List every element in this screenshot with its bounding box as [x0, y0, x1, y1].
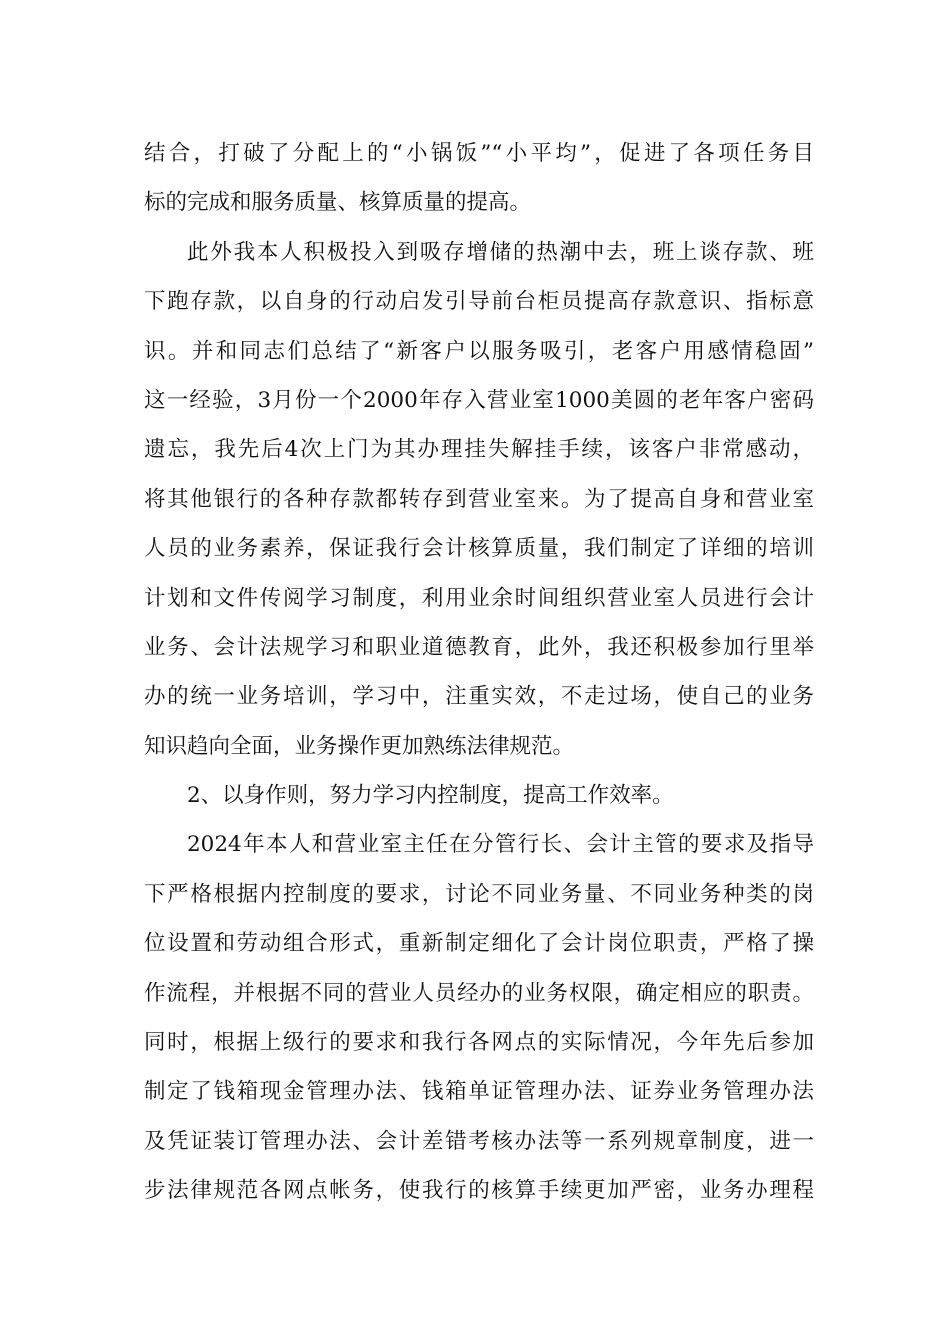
- paragraph-line: 此外我本人积极投入到吸存增储的热潮中去，班上谈存款、班: [187, 239, 814, 265]
- paragraph-line: 下严格根据内控制度的要求，讨论不同业务量、不同业务种类的岗: [144, 881, 814, 907]
- paragraph-line: 遗忘，我先后4次上门为其办理挂失解挂手续，该客户非常感动，: [144, 437, 814, 463]
- document-body: [144, 129, 814, 1216]
- paragraph-line: 步法律规范各网点帐务，使我行的核算手续更加严密，业务办理程: [144, 1178, 814, 1204]
- paragraph-line: 人员的业务素养，保证我行会计核算质量，我们制定了详细的培训: [144, 536, 814, 562]
- paragraph-line: 及凭证装订管理办法、会计差错考核办法等一系列规章制度，进一: [144, 1128, 814, 1154]
- paragraph-line: 知识趋向全面，业务操作更加熟练法律规范。: [144, 733, 575, 759]
- paragraph-line: 标的完成和服务质量、核算质量的提高。: [144, 190, 532, 216]
- paragraph-line: 下跑存款，以自身的行动启发引导前台柜员提高存款意识、指标意: [144, 289, 814, 315]
- paragraph-line: 位设置和劳动组合形式，重新制定细化了会计岗位职责，严格了操: [144, 931, 814, 957]
- paragraph-line: 计划和文件传阅学习制度，利用业余时间组织营业室人员进行会计: [144, 585, 814, 611]
- paragraph-line: 结合，打破了分配上的“小锅饭”“小平均”，促进了各项任务目: [144, 141, 814, 166]
- paragraph-line: 将其他银行的各种存款都转存到营业室来。为了提高自身和营业室: [144, 486, 814, 512]
- paragraph-line: 制定了钱箱现金管理办法、钱箱单证管理办法、证券业务管理办法: [144, 1079, 814, 1105]
- paragraph-line: 2024年本人和营业室主任在分管行长、会计主管的要求及指导: [187, 832, 814, 858]
- section-heading: 2、以身作则，努力学习内控制度，提高工作效率。: [187, 783, 674, 809]
- paragraph-line: 这一经验，3月份一个2000年存入营业室1000美圆的老年客户密码: [144, 387, 814, 413]
- paragraph-line: 识。并和同志们总结了“新客户以服务吸引，老客户用感情稳固”: [144, 338, 814, 364]
- paragraph-line: 业务、会计法规学习和职业道德教育，此外，我还积极参加行里举: [144, 634, 814, 660]
- paragraph-line: 作流程，并根据不同的营业人员经办的业务权限，确定相应的职责。: [144, 980, 814, 1006]
- paragraph-line: 同时，根据上级行的要求和我行各网点的实际情况，今年先后参加: [144, 1030, 814, 1056]
- paragraph-line: 办的统一业务培训，学习中，注重实效，不走过场，使自己的业务: [144, 684, 814, 710]
